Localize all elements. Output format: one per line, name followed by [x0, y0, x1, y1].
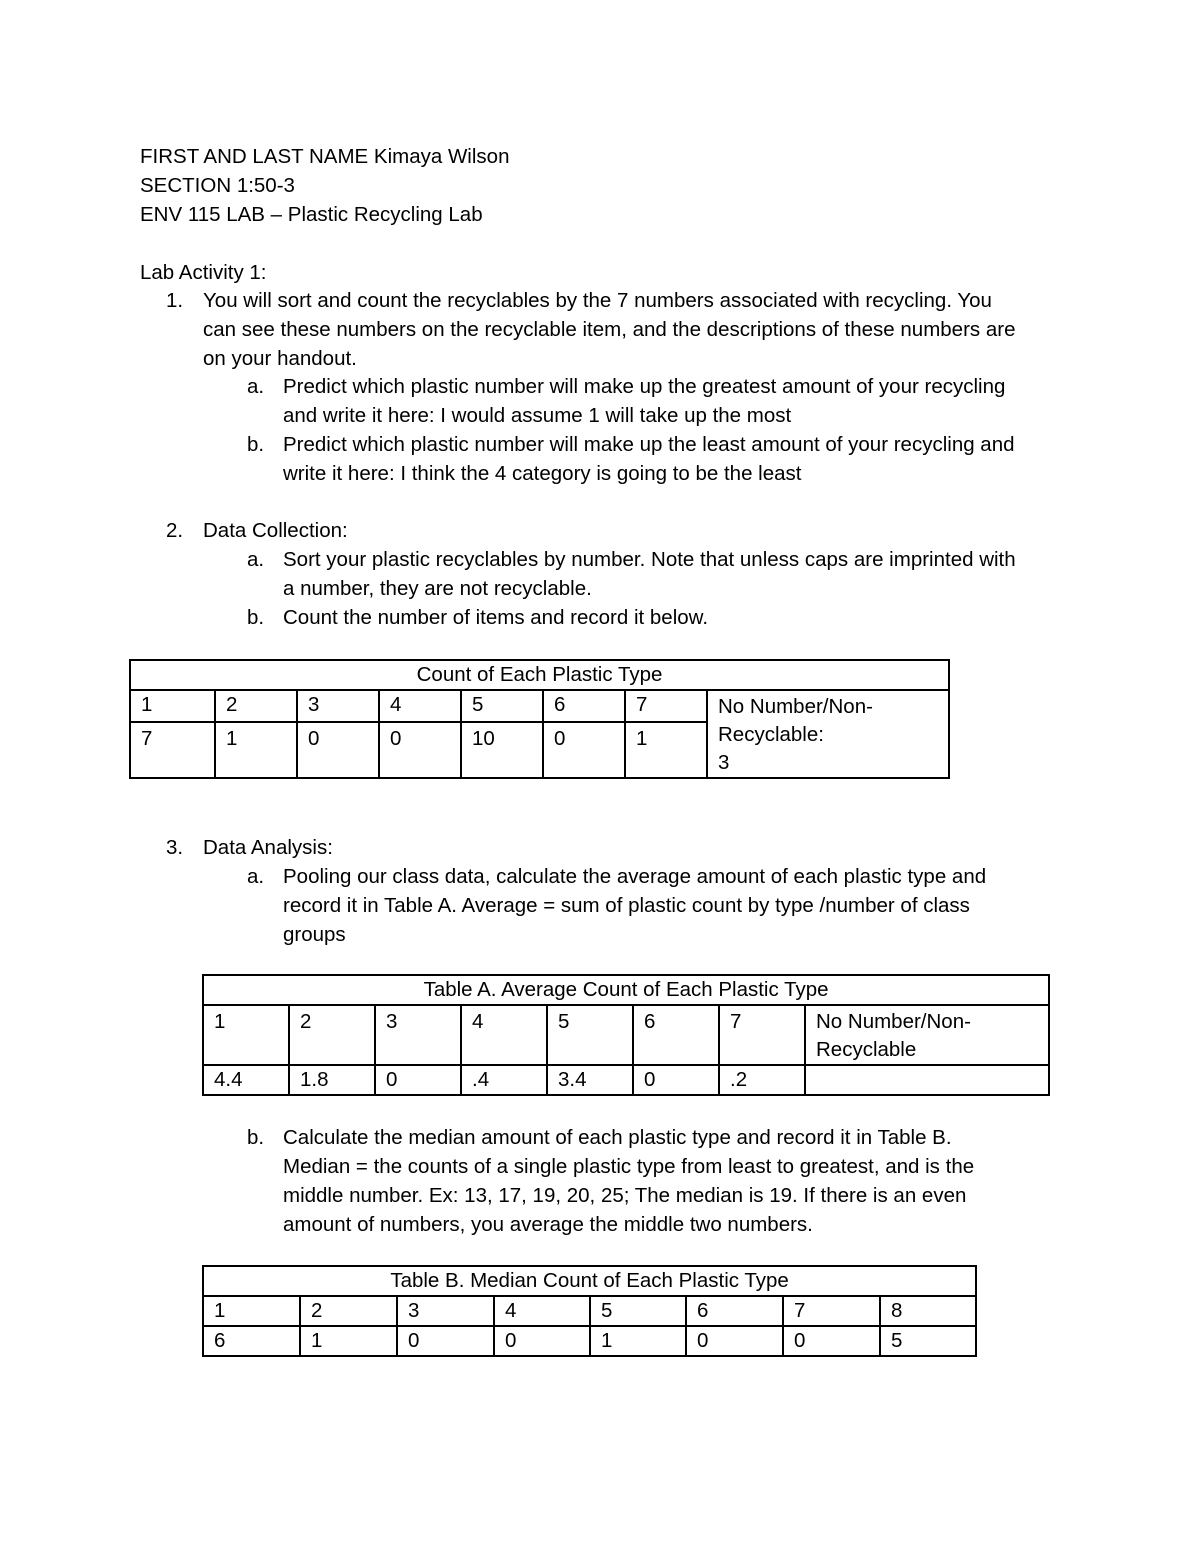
- count-table-header: 4: [379, 690, 461, 722]
- median-table-caption: Table B. Median Count of Each Plastic Type: [203, 1266, 976, 1296]
- median-table-header: 3: [397, 1296, 494, 1326]
- median-table: [202, 1265, 977, 1357]
- q2-marker: 2.: [166, 519, 184, 542]
- count-table-value: 1: [215, 722, 297, 778]
- q1-text: [203, 286, 1015, 373]
- median-table-header: 6: [686, 1296, 783, 1326]
- median-table-value: 0: [686, 1326, 783, 1356]
- q2a-text: [283, 545, 1016, 603]
- average-table-header: 3: [375, 1005, 461, 1065]
- section-line: SECTION 1:50-3: [140, 174, 295, 197]
- average-table: [202, 974, 1050, 1096]
- q3-marker: 3.: [166, 836, 184, 859]
- count-table-value: 0: [379, 722, 461, 778]
- q2b-text: [283, 603, 708, 632]
- median-table-header: 7: [783, 1296, 880, 1326]
- median-table-header: 4: [494, 1296, 590, 1326]
- count-table-header: 3: [297, 690, 379, 722]
- average-table-value-empty: [805, 1065, 1049, 1095]
- q3b-line: Median = the counts of a single plastic type from least to greatest, and is the: [283, 1155, 975, 1178]
- count-table-header: 6: [543, 690, 625, 722]
- q3-title: Data Analysis:: [203, 836, 333, 859]
- median-table-value: 0: [397, 1326, 494, 1356]
- median-table-header: 2: [300, 1296, 397, 1326]
- count-table-header: 2: [215, 690, 297, 722]
- average-table-value: 4.4: [203, 1065, 289, 1095]
- q1a-line: Predict which plastic number will make up the greatest amount of your recycling: [283, 375, 1006, 398]
- average-table-header: 1: [203, 1005, 289, 1065]
- q3a-line: Pooling our class data, calculate the average amount of each plastic type and: [283, 865, 987, 888]
- student-name-line: FIRST AND LAST NAME Kimaya Wilson: [140, 145, 510, 168]
- count-table-nonrecyclable-cell: [707, 690, 949, 778]
- q3a-line: record it in Table A. Average = sum of plastic count by type /number of class: [283, 894, 970, 917]
- q2-title: Data Collection:: [203, 519, 348, 542]
- count-table-nonrecyclable-header-2: Recyclable:: [718, 723, 824, 746]
- median-table-value: 0: [494, 1326, 590, 1356]
- q1b-text: [283, 430, 1015, 488]
- q2b-marker: b.: [247, 606, 265, 629]
- average-table-caption: Table A. Average Count of Each Plastic Type: [203, 975, 1049, 1005]
- average-table-value: 3.4: [547, 1065, 633, 1095]
- q3a-line: groups: [283, 923, 346, 946]
- average-table-header: 6: [633, 1005, 719, 1065]
- q1-line: can see these numbers on the recyclable item, and the descriptions of these numbers are: [203, 318, 1016, 341]
- average-table-header: 2: [289, 1005, 375, 1065]
- average-table-nonrecyclable-header: [805, 1005, 1049, 1065]
- average-table-value: 0: [375, 1065, 461, 1095]
- average-table-value: 1.8: [289, 1065, 375, 1095]
- q1b-marker: b.: [247, 433, 265, 456]
- average-table-header: 5: [547, 1005, 633, 1065]
- count-table-value: 10: [461, 722, 543, 778]
- average-table-header: 4: [461, 1005, 547, 1065]
- count-table: [129, 659, 950, 779]
- count-table-value: 0: [297, 722, 379, 778]
- median-table-value: 1: [590, 1326, 686, 1356]
- average-table-nonrecyclable-header-1: No Number/Non-: [816, 1010, 971, 1033]
- q3b-marker: b.: [247, 1126, 265, 1149]
- q1b-line: Predict which plastic number will make up the least amount of your recycling and: [283, 433, 1015, 456]
- count-table-header: 1: [130, 690, 215, 722]
- average-table-nonrecyclable-header-2: Recyclable: [816, 1038, 917, 1061]
- count-table-value: 7: [130, 722, 215, 778]
- q1-line: on your handout.: [203, 347, 357, 370]
- median-table-value: 1: [300, 1326, 397, 1356]
- count-table-header: 7: [625, 690, 707, 722]
- average-table-value: .2: [719, 1065, 805, 1095]
- average-table-value: .4: [461, 1065, 547, 1095]
- activity-title: Lab Activity 1:: [140, 261, 267, 284]
- median-table-header: 1: [203, 1296, 300, 1326]
- q2a-line: Sort your plastic recyclables by number. Note that unless caps are imprinted with: [283, 548, 1016, 571]
- count-table-caption: Count of Each Plastic Type: [130, 660, 949, 690]
- q1-marker: 1.: [166, 289, 184, 312]
- q3b-line: middle number. Ex: 13, 17, 19, 20, 25; The median is 19. If there is an even: [283, 1184, 967, 1207]
- q1a-line: and write it here: I would assume 1 will take up the most: [283, 404, 792, 427]
- count-table-nonrecyclable-header: No Number/Non-: [718, 695, 873, 718]
- count-table-value: 1: [625, 722, 707, 778]
- course-title: ENV 115 LAB – Plastic Recycling Lab: [140, 203, 483, 226]
- q3a-marker: a.: [247, 865, 265, 888]
- average-table-header: 7: [719, 1005, 805, 1065]
- q1-line: You will sort and count the recyclables by the 7 numbers associated with recycling. You: [203, 289, 992, 312]
- median-table-value: 5: [880, 1326, 976, 1356]
- count-table-header: 5: [461, 690, 543, 722]
- q1a-text: [283, 372, 1005, 430]
- average-table-value: 0: [633, 1065, 719, 1095]
- median-table-header: 5: [590, 1296, 686, 1326]
- q1a-marker: a.: [247, 375, 265, 398]
- q1b-line: write it here: I think the 4 category is going to be the least: [283, 462, 802, 485]
- q2b-line: Count the number of items and record it below.: [283, 606, 709, 629]
- median-table-value: 0: [783, 1326, 880, 1356]
- count-table-value: 0: [543, 722, 625, 778]
- q3b-line: amount of numbers, you average the middle two numbers.: [283, 1213, 813, 1236]
- q2a-marker: a.: [247, 548, 265, 571]
- count-table-nonrecyclable-value: 3: [718, 751, 730, 774]
- q3b-line: Calculate the median amount of each plastic type and record it in Table B.: [283, 1126, 952, 1149]
- q3b-text: [283, 1123, 974, 1239]
- median-table-header: 8: [880, 1296, 976, 1326]
- q2a-line: a number, they are not recyclable.: [283, 577, 592, 600]
- median-table-value: 6: [203, 1326, 300, 1356]
- q3a-text: [283, 862, 986, 949]
